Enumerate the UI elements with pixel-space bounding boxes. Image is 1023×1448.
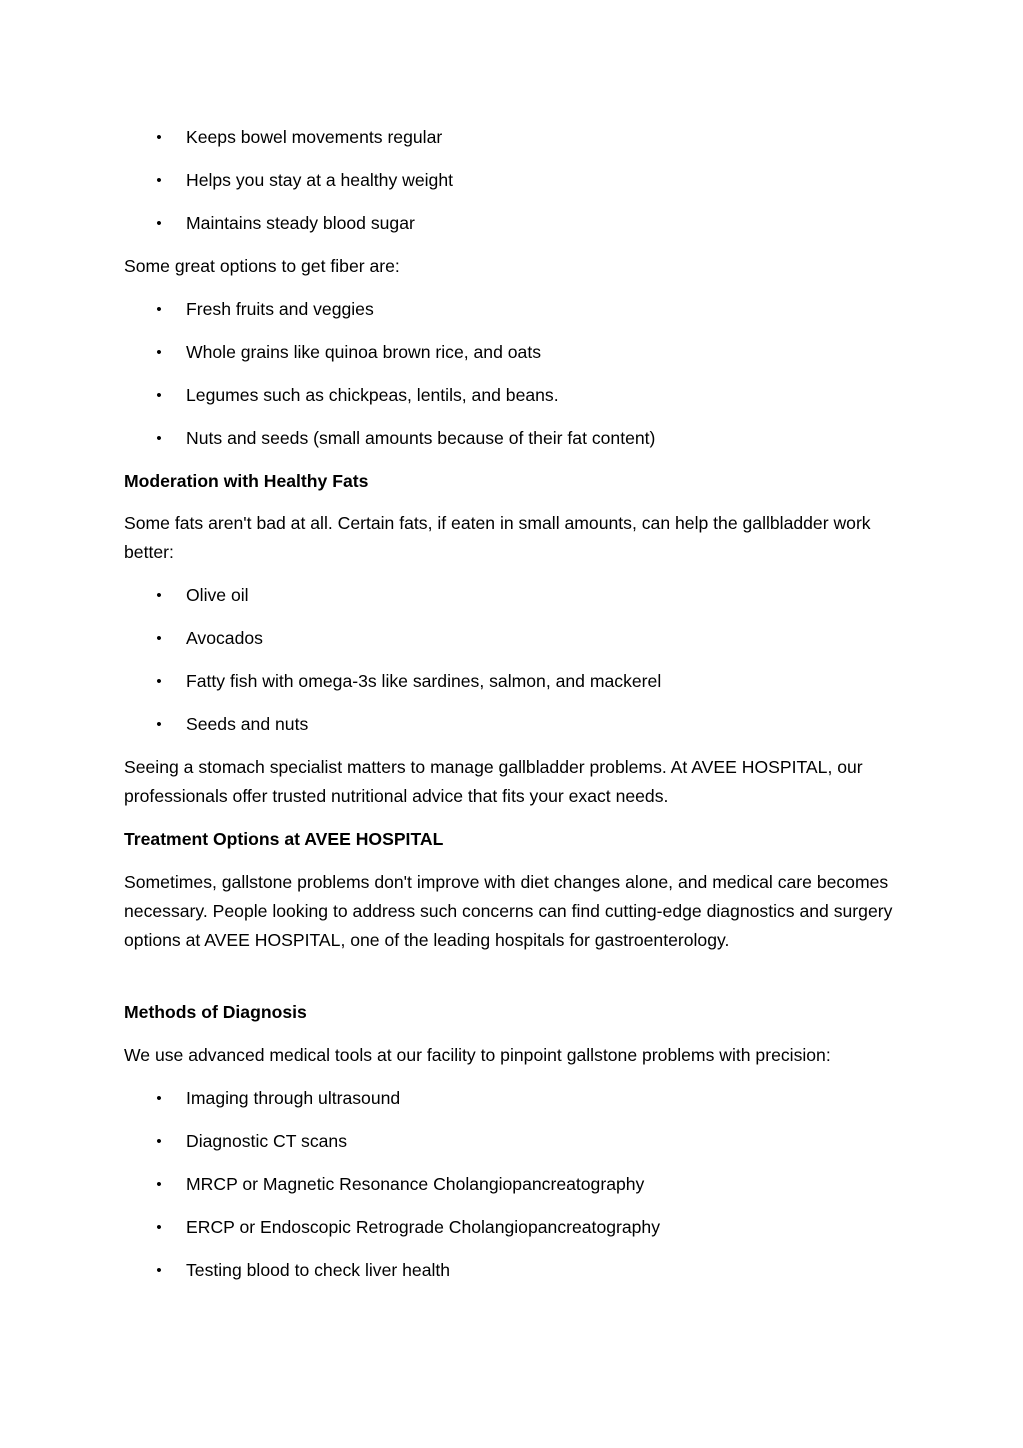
list-item (0, 123, 1023, 152)
bullet-marker: • (156, 1219, 162, 1236)
bullet-marker: • (156, 172, 162, 189)
list-item-text: MRCP or Magnetic Resonance Cholangiopancreatography (186, 1174, 645, 1194)
list-item-text: Keeps bowel movements regular (186, 127, 443, 147)
list-item-text: Legumes such as chickpeas, lentils, and beans. (186, 385, 559, 405)
list-item-text: Nuts and seeds (small amounts because of their fat content) (186, 428, 656, 448)
list-item (0, 710, 1023, 739)
specialist-paragraph: Seeing a stomach specialist matters to manage gallbladder problems. At AVEE HOSPITAL, our professionals offer trusted nutritional advice that fits your exact needs. (124, 757, 863, 806)
list-item (0, 338, 1023, 367)
diagnosis-intro-paragraph: We use advanced medical tools at our facility to pinpoint gallstone problems with precision: (124, 1045, 831, 1065)
section-heading-fats: Moderation with Healthy Fats (124, 471, 369, 491)
list-item (0, 381, 1023, 410)
list-item (0, 166, 1023, 195)
list-item-text: ERCP or Endoscopic Retrograde Cholangiopancreatography (186, 1217, 661, 1237)
bullet-marker: • (156, 716, 162, 733)
section-heading-diagnosis: Methods of Diagnosis (124, 1002, 307, 1022)
bullet-marker: • (156, 430, 162, 447)
list-item-text: Fresh fruits and veggies (186, 299, 374, 319)
list-item-text: Helps you stay at a healthy weight (186, 170, 453, 190)
list-item-text: Whole grains like quinoa brown rice, and oats (186, 342, 542, 362)
bullet-marker: • (156, 1090, 162, 1107)
list-item (0, 424, 1023, 453)
bullet-marker: • (156, 587, 162, 604)
list-item-text: Imaging through ultrasound (186, 1088, 401, 1108)
bullet-marker: • (156, 1133, 162, 1150)
bullet-marker: • (156, 387, 162, 404)
list-item-text: Fatty fish with omega-3s like sardines, salmon, and mackerel (186, 671, 662, 691)
list-item-text: Diagnostic CT scans (186, 1131, 348, 1151)
bullet-marker: • (156, 301, 162, 318)
fiber-intro-paragraph: Some great options to get fiber are: (124, 256, 400, 276)
section-heading-treatment: Treatment Options at AVEE HOSPITAL (124, 829, 444, 849)
list-item (0, 624, 1023, 653)
list-item (0, 1256, 1023, 1285)
list-item (0, 1170, 1023, 1199)
list-item-text: Seeds and nuts (186, 714, 309, 734)
list-item (0, 209, 1023, 238)
list-item (0, 1084, 1023, 1113)
list-item-text: Testing blood to check liver health (186, 1260, 451, 1280)
bullet-marker: • (156, 344, 162, 361)
treatment-paragraph: Sometimes, gallstone problems don't improve with diet changes alone, and medical care becomes necessary. People looking to address such concerns can find cutting-edge diagnostics and surgery options at AVEE HOSPITAL, one of the leading hospitals for gastroenterology. (124, 872, 893, 950)
bullet-marker: • (156, 673, 162, 690)
list-item (0, 295, 1023, 324)
list-item-text: Avocados (186, 628, 263, 648)
bullet-marker: • (156, 1176, 162, 1193)
bullet-marker: • (156, 630, 162, 647)
list-item (0, 581, 1023, 610)
fats-intro-paragraph: Some fats aren't bad at all. Certain fats, if eaten in small amounts, can help the gallbladder work better: (124, 513, 871, 562)
list-item (0, 667, 1023, 696)
list-item-text: Maintains steady blood sugar (186, 213, 415, 233)
bullet-marker: • (156, 215, 162, 232)
bullet-marker: • (156, 1262, 162, 1279)
list-item (0, 1213, 1023, 1242)
list-item-text: Olive oil (186, 585, 249, 605)
list-item (0, 1127, 1023, 1156)
bullet-marker: • (156, 129, 162, 146)
